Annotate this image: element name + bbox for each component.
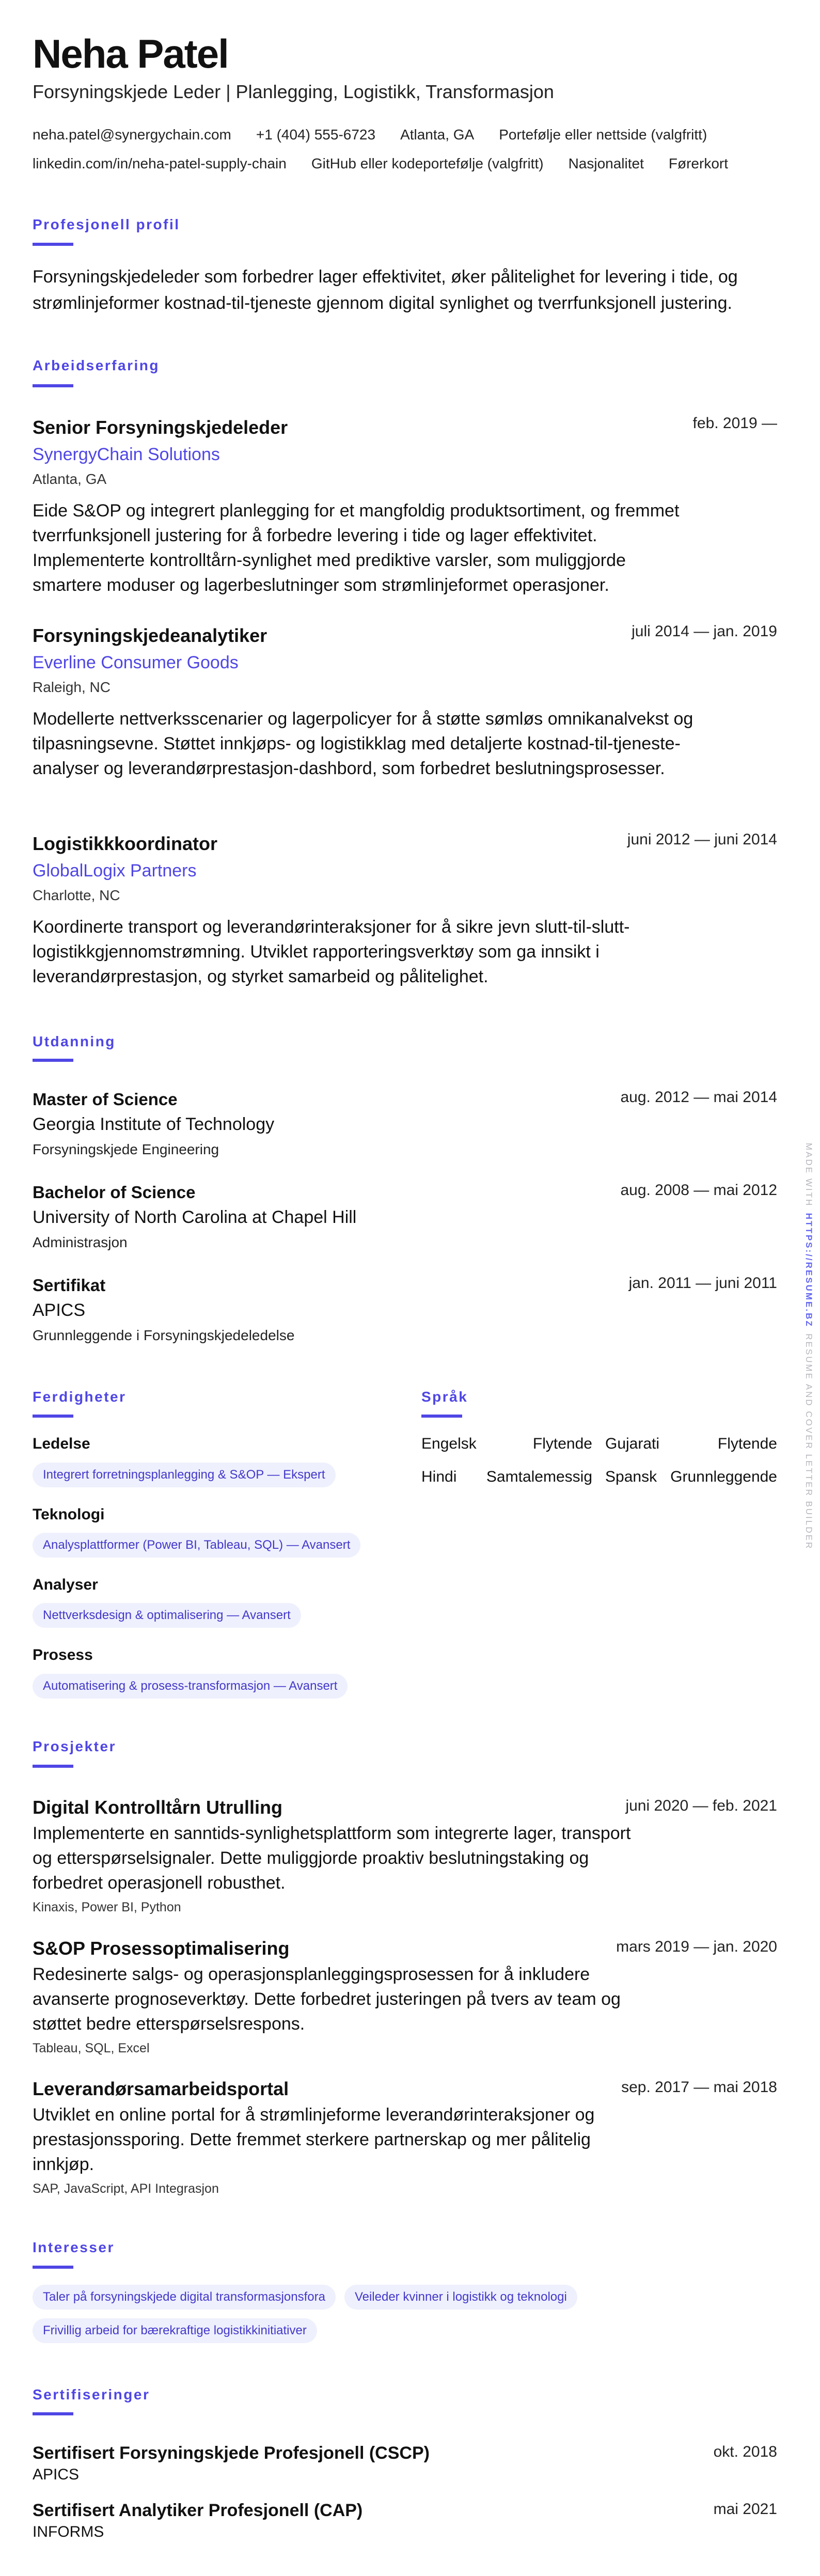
- education-dates: aug. 2012 — mai 2014: [620, 1089, 777, 1106]
- interest-pill: Frivillig arbeid for bærekraftige logistikkinitiativer: [33, 2318, 317, 2343]
- job-company: GlobalLogix Partners: [33, 861, 197, 881]
- watermark-prefix: MADE WITH: [804, 1143, 814, 1207]
- candidate-name: Neha Patel: [33, 31, 228, 76]
- skill-category: Prosess: [33, 1646, 93, 1663]
- interest-pill: Veileder kvinner i logistikk og teknologi: [344, 2285, 577, 2310]
- language-name: Engelsk: [421, 1435, 477, 1452]
- project-title: Digital Kontrolltårn Utrulling: [33, 1797, 282, 1818]
- project-dates: mars 2019 — jan. 2020: [616, 1938, 777, 1955]
- contact-row-1: [33, 125, 707, 144]
- skill-category: Teknologi: [33, 1506, 105, 1523]
- job-description: Koordinerte transport og leverandørinteraksjoner for å sikre jevn slutt-til-slutt-logistikkgjennomstrømning. Utviklet rapporteringsverktøy som ga innsikt i leverandørprestasjon, og styrket samarbeid og pålitelighet.: [33, 917, 630, 986]
- section-underline: [33, 1415, 73, 1418]
- job-title: Senior Forsyningskjedeleder: [33, 417, 288, 438]
- job-dates: juni 2012 — juni 2014: [627, 831, 777, 848]
- watermark-suffix: RESUME AND COVER LETTER BUILDER: [804, 1333, 814, 1550]
- certification-date: okt. 2018: [713, 2443, 777, 2460]
- education-field: Administrasjon: [33, 1234, 128, 1250]
- language-name: Hindi: [421, 1468, 457, 1485]
- education-institution: Georgia Institute of Technology: [33, 1114, 275, 1134]
- project-tech: Tableau, SQL, Excel: [33, 2041, 150, 2055]
- job-dates: feb. 2019 —: [692, 415, 777, 432]
- job-location: Raleigh, NC: [33, 679, 111, 695]
- contact-nationality: Nasjonalitet: [568, 155, 644, 171]
- job-company: Everline Consumer Goods: [33, 653, 239, 672]
- project-dates: sep. 2017 — mai 2018: [621, 2079, 777, 2096]
- candidate-title: Forsyningskjede Leder | Planlegging, Logistikk, Transformasjon: [33, 81, 554, 102]
- language-level: Flytende: [717, 1435, 777, 1452]
- contact-row-2: [33, 154, 728, 173]
- section-underline: [33, 1765, 73, 1768]
- certification-org: INFORMS: [33, 2523, 104, 2540]
- contact-license: Førerkort: [668, 155, 728, 171]
- contact-github[interactable]: GitHub eller kodeportefølje (valgfritt): [311, 155, 544, 171]
- skill-pill: Integrert forretningsplanlegging & S&OP — Ekspert: [33, 1463, 336, 1487]
- certification-title: Sertifisert Forsyningskjede Profesjonell (CSCP): [33, 2443, 430, 2463]
- contact-email[interactable]: neha.patel@synergychain.com: [33, 127, 231, 143]
- section-heading-languages: Språk: [421, 1389, 468, 1405]
- contact-location: Atlanta, GA: [400, 127, 475, 143]
- project-tech: SAP, JavaScript, API Integrasjon: [33, 2181, 219, 2196]
- project-description: Redesinerte salgs- og operasjonsplanleggingsprosessen for å inkludere avanserte prognoseverktøy. Dette forbedret justeringen på tvers av team og støttet bedre etterspørselsrespons.: [33, 1965, 621, 2034]
- interest-list: [33, 2285, 652, 2343]
- job-dates: juli 2014 — jan. 2019: [632, 623, 777, 640]
- education-institution: University of North Carolina at Chapel Hill: [33, 1207, 357, 1227]
- contact-portfolio[interactable]: Portefølje eller nettside (valgfritt): [499, 127, 707, 143]
- job-title: Logistikkkoordinator: [33, 833, 218, 854]
- section-underline: [421, 1415, 462, 1418]
- job-location: Atlanta, GA: [33, 471, 107, 487]
- section-heading-certifications: Sertifiseringer: [33, 2386, 150, 2402]
- education-field: Grunnleggende i Forsyningskjedeledelse: [33, 1327, 295, 1343]
- skill-category: Ledelse: [33, 1435, 90, 1452]
- section-heading-interests: Interesser: [33, 2239, 115, 2255]
- education-degree: Master of Science: [33, 1090, 178, 1109]
- project-description: Implementerte en sanntids-synlighetsplattform som integrerte lager, transport og etterspørselsignaler. Dette muliggjorde proaktiv beslutningstaking og forbedret operasjonell robusthet.: [33, 1824, 631, 1893]
- job-description: Eide S&OP og integrert planlegging for et mangfoldig produktsortiment, og fremmet tverrfunksjonell justering for å forbedre levering i tide og lager effektivitet. Implementerte kontrolltårn-synlighet med prediktive varsler, som muliggjorde smartere moduser og lagerbeslutninger som strømlinjeformet operasjoner.: [33, 501, 680, 595]
- language-level: Grunnleggende: [670, 1468, 777, 1485]
- section-heading-skills: Ferdigheter: [33, 1389, 127, 1405]
- education-degree: Bachelor of Science: [33, 1183, 196, 1202]
- project-title: S&OP Prosessoptimalisering: [33, 1938, 290, 1959]
- job-description: Modellerte nettverksscenarier og lagerpolicyer for å støtte sømløs omnikanalvekst og tilpasningsevne. Støttet innkjøps- og logistikklag med detaljerte kostnad-til-tjeneste-analyser og leverandørprestasjon-dashbord, som forbedret beslutningsprosesser.: [33, 709, 693, 778]
- job-title: Forsyningskjedeanalytiker: [33, 625, 267, 646]
- education-degree: Sertifikat: [33, 1276, 106, 1295]
- made-with-watermark: [803, 1143, 814, 1550]
- section-underline: [33, 384, 73, 387]
- language-level: Samtalemessig: [486, 1468, 592, 1485]
- project-dates: juni 2020 — feb. 2021: [625, 1797, 777, 1814]
- contact-phone[interactable]: +1 (404) 555-6723: [256, 127, 376, 143]
- certification-title: Sertifisert Analytiker Profesjonell (CAP): [33, 2501, 363, 2520]
- contact-linkedin[interactable]: linkedin.com/in/neha-patel-supply-chain: [33, 155, 287, 171]
- project-description: Utviklet en online portal for å strømlinjeforme leverandørinteraksjoner og prestasjonssporing. Dette fremmet sterkere partnerskap og mer pålitelig innkjøp.: [33, 2105, 595, 2174]
- interest-pill: Taler på forsyningskjede digital transformasjonsfora: [33, 2285, 336, 2310]
- section-heading-projects: Prosjekter: [33, 1738, 116, 1754]
- skill-pill: Nettverksdesign & optimalisering — Avansert: [33, 1603, 301, 1628]
- section-heading-experience: Arbeidserfaring: [33, 357, 160, 373]
- section-heading-education: Utdanning: [33, 1033, 116, 1049]
- project-title: Leverandørsamarbeidsportal: [33, 2078, 289, 2099]
- education-field: Forsyningskjede Engineering: [33, 1141, 219, 1157]
- section-underline: [33, 2412, 73, 2415]
- certification-org: APICS: [33, 2466, 80, 2483]
- section-underline: [33, 2266, 73, 2269]
- certification-date: mai 2021: [713, 2501, 777, 2518]
- education-institution: APICS: [33, 1300, 86, 1320]
- job-location: Charlotte, NC: [33, 887, 120, 903]
- job-company: SynergyChain Solutions: [33, 445, 220, 464]
- section-underline: [33, 243, 73, 246]
- language-level: Flytende: [532, 1435, 592, 1452]
- language-name: Spansk: [605, 1468, 657, 1485]
- skill-pill: Analysplattformer (Power BI, Tableau, SQL) — Avansert: [33, 1533, 360, 1558]
- education-dates: aug. 2008 — mai 2012: [620, 1182, 777, 1199]
- profile-summary: Forsyningskjedeleder som forbedrer lager effektivitet, øker pålitelighet for levering i tide, og strømlinjeformer kostnad-til-tjeneste gjennom digital synlighet og tverrfunksjonell justering.: [33, 267, 738, 313]
- skill-pill: Automatisering & prosess-transformasjon — Avansert: [33, 1674, 348, 1699]
- skill-category: Analyser: [33, 1576, 98, 1593]
- language-name: Gujarati: [605, 1435, 660, 1452]
- section-heading-profile: Profesjonell profil: [33, 216, 180, 232]
- education-dates: jan. 2011 — juni 2011: [628, 1275, 777, 1292]
- project-tech: Kinaxis, Power BI, Python: [33, 1900, 181, 1914]
- section-underline: [33, 1059, 73, 1062]
- watermark-link[interactable]: HTTPS://RESUME.BZ: [804, 1213, 814, 1328]
